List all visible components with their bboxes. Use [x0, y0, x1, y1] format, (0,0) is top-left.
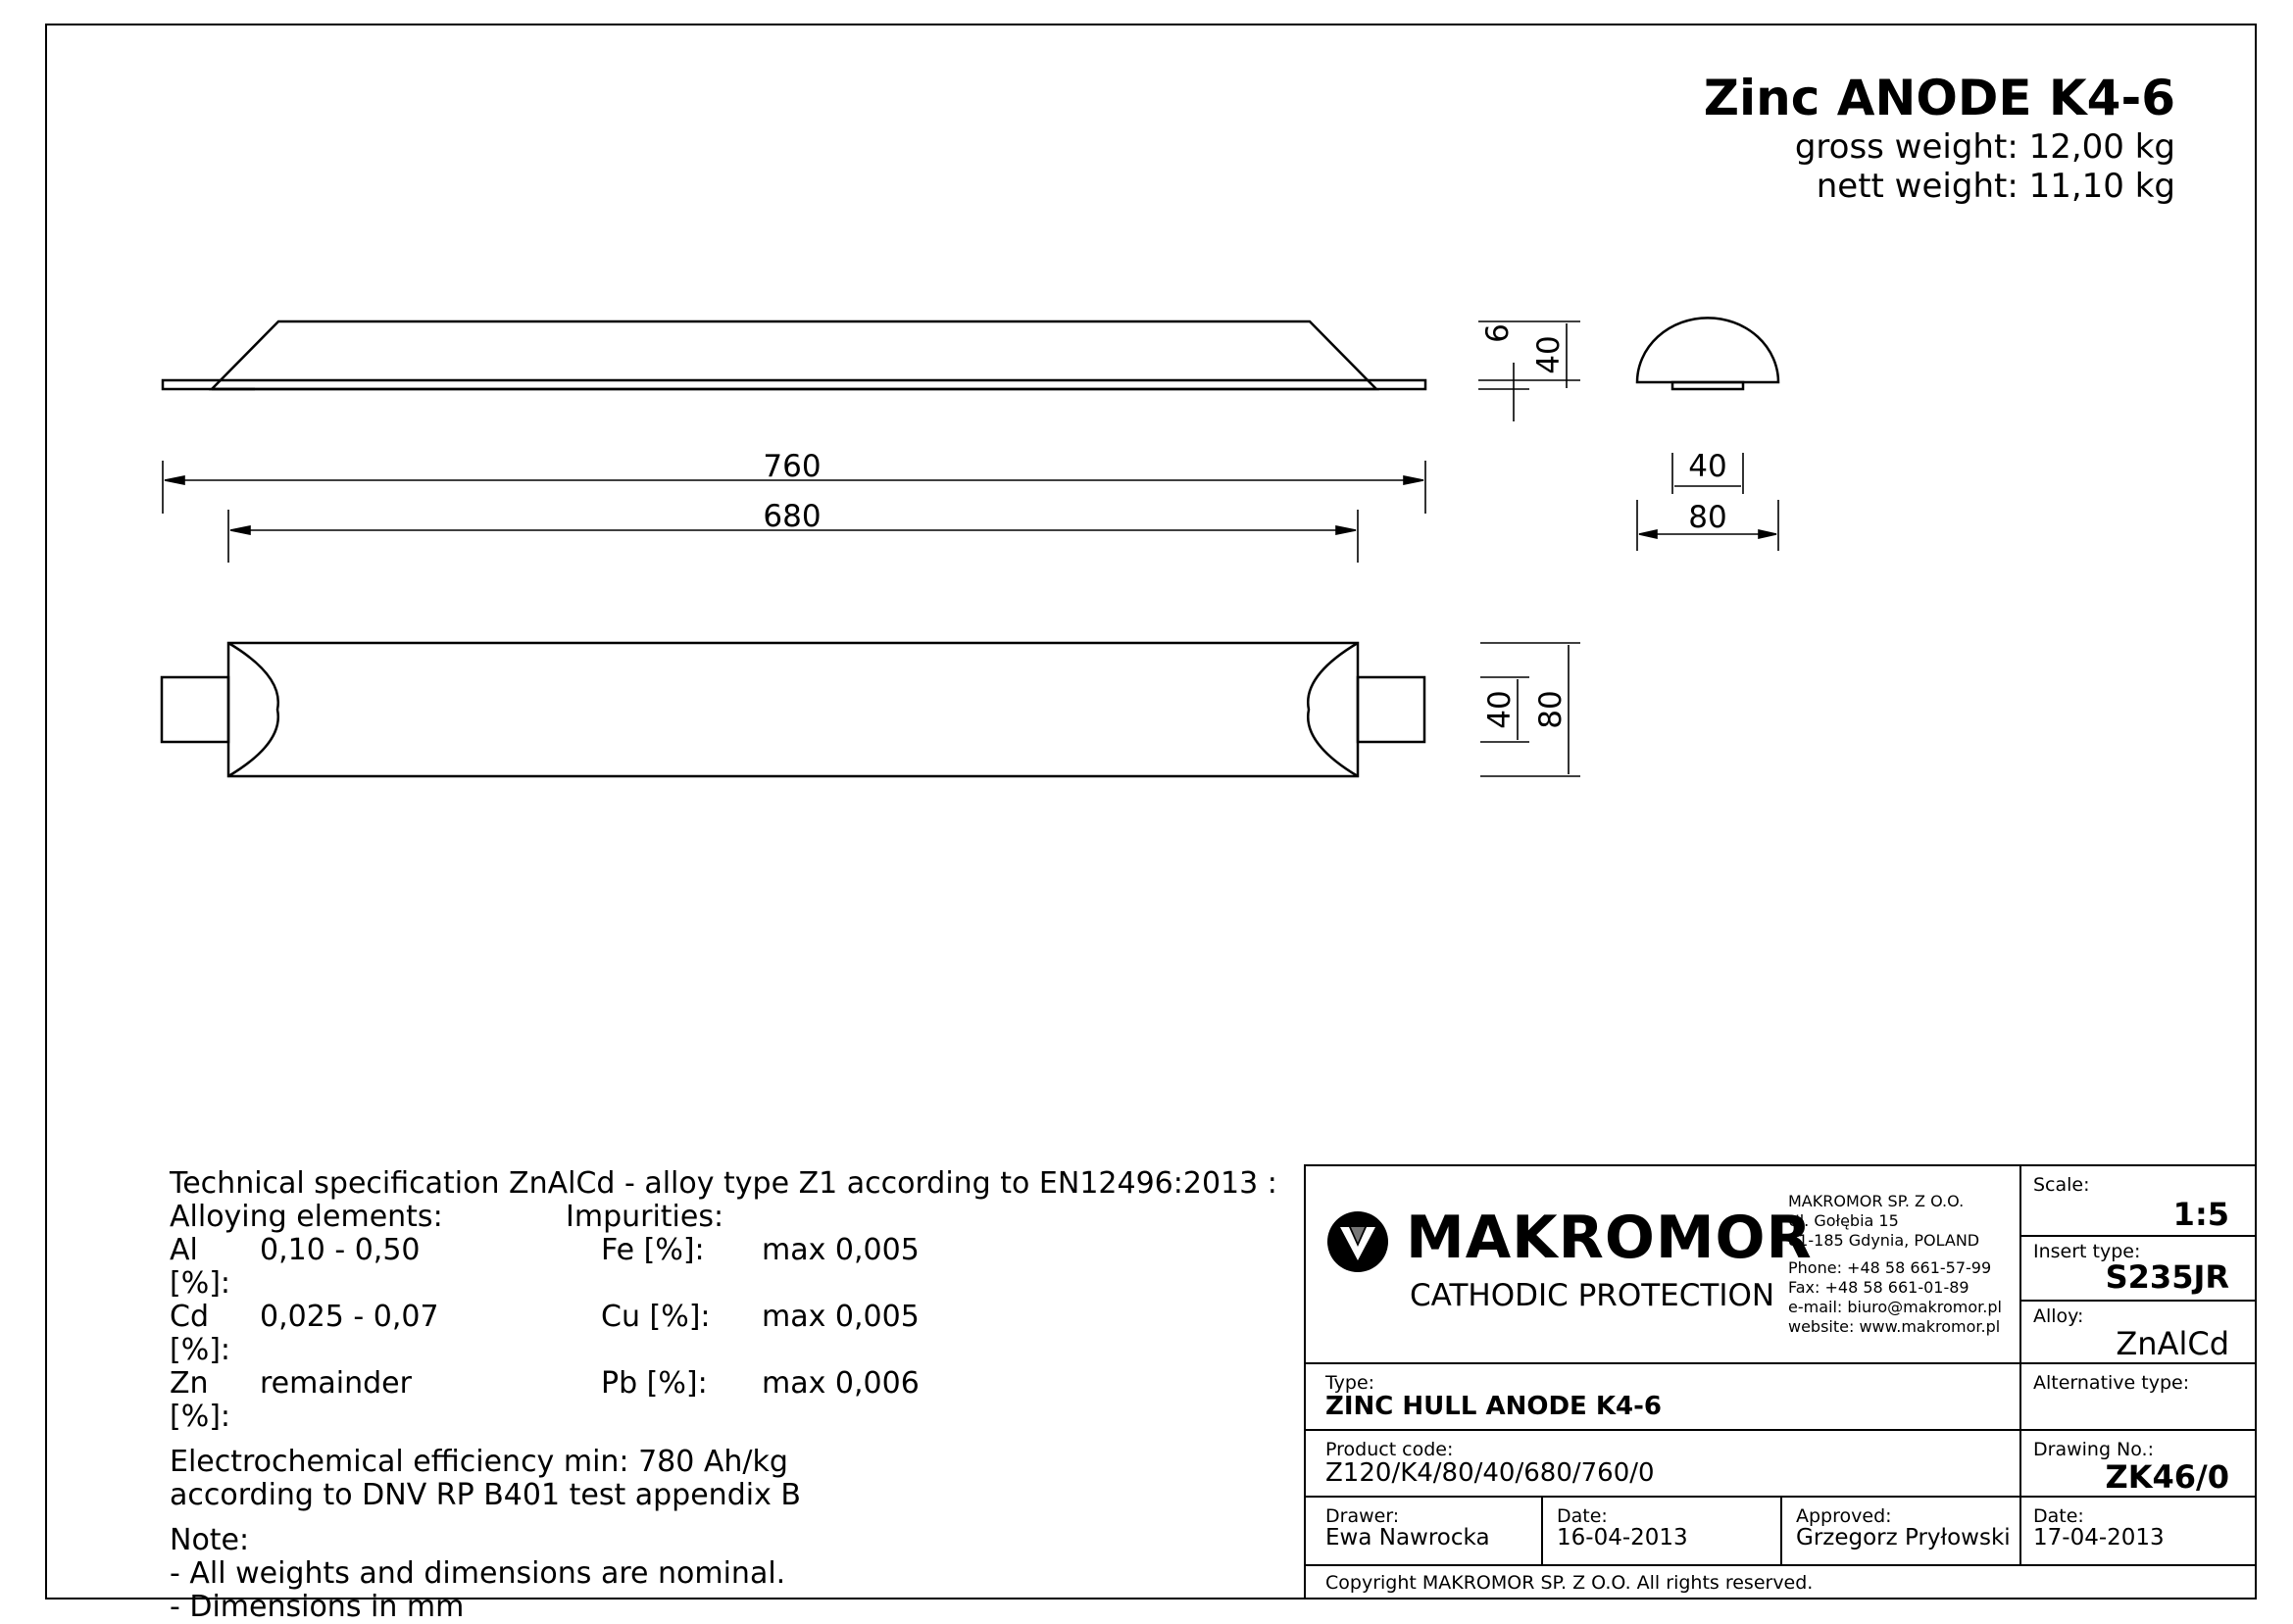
end-view-profile: [1637, 318, 1778, 382]
date-drawn-label: Date:: [1557, 1505, 1608, 1527]
spec-row: Cd [%]: 0,025 - 0,07 Cu [%]: max 0,005: [170, 1300, 920, 1367]
side-view-body: [212, 321, 1376, 389]
plan-view-body: [228, 643, 1358, 776]
alloy-value: ZnAlCd: [2116, 1325, 2229, 1362]
technical-specification: [170, 1167, 1277, 1624]
impurities-label: Impurities:: [566, 1200, 724, 1234]
product-code-label: Product code:: [1325, 1439, 1454, 1460]
company-address: MAKROMOR SP. Z O.O. Ul. Gołębia 15 81-185 Gdynia, POLAND Phone: +48 58 661-57-99 Fax: +48 58 661-01-89 e-mail: biuro@makromor.pl website: www.makromor.pl: [1788, 1192, 2002, 1336]
approved-value: Grzegorz Pryłowski: [1796, 1525, 2011, 1550]
end-view-tab: [1672, 382, 1743, 389]
dim-plan-tab-width: 40: [1482, 690, 1518, 729]
approved-label: Approved:: [1796, 1505, 1892, 1527]
alternative-type-label: Alternative type:: [2033, 1372, 2190, 1394]
plan-view-curve-right: [1308, 643, 1358, 776]
dim-side-height: 40: [1531, 335, 1567, 374]
plan-view: [162, 643, 1424, 776]
gross-weight: gross weight: 12,00 kg: [1794, 127, 2175, 167]
dim-plan-width: 80: [1533, 690, 1569, 729]
alloy-label: Alloy:: [2033, 1305, 2084, 1327]
drawer-value: Ewa Nawrocka: [1325, 1525, 1490, 1550]
plan-view-tab-left: [162, 677, 228, 742]
company-subtitle: CATHODIC PROTECTION: [1410, 1278, 1775, 1313]
drawing-title: Zinc ANODE K4-6: [1703, 70, 2175, 126]
note-label: Note:: [170, 1523, 250, 1557]
type-value: ZINC HULL ANODE K4-6: [1325, 1392, 1662, 1421]
date-approved-value: 17-04-2013: [2033, 1525, 2165, 1550]
spec-heading: Technical specification ZnAlCd - alloy type Z1 according to EN12496:2013 :: [170, 1166, 1277, 1201]
note-2: - Dimensions in mm: [170, 1590, 465, 1624]
drawer-label: Drawer:: [1325, 1505, 1400, 1527]
dim-overall-length: 760: [763, 449, 822, 484]
makromor-logo-icon: [1325, 1209, 1390, 1274]
efficiency-line-2: according to DNV RP B401 test appendix B: [170, 1478, 801, 1512]
insert-type-value: S235JR: [2105, 1258, 2229, 1296]
dim-end-tab-width: 40: [1688, 449, 1727, 484]
company-name: MAKROMOR: [1406, 1204, 1813, 1272]
side-view: [163, 321, 1425, 389]
scale-label: Scale:: [2033, 1174, 2090, 1196]
note-1: - All weights and dimensions are nominal.: [170, 1556, 786, 1591]
scale-value: 1:5: [2172, 1196, 2229, 1233]
end-view: [1637, 318, 1778, 389]
drawing-no-label: Drawing No.:: [2033, 1439, 2154, 1460]
nett-weight: nett weight: 11,10 kg: [1816, 167, 2175, 206]
efficiency-line-1: Electrochemical efficiency min: 780 Ah/kg: [170, 1445, 788, 1479]
date-approved-label: Date:: [2033, 1505, 2084, 1527]
alloying-label: Alloying elements:: [170, 1200, 443, 1234]
insert-type-label: Insert type:: [2033, 1241, 2141, 1262]
spec-row: Al [%]: 0,10 - 0,50 Fe [%]: max 0,005: [170, 1233, 920, 1301]
drawing-no-value: ZK46/0: [2105, 1458, 2229, 1496]
dim-side-tab-height: 6: [1480, 323, 1516, 343]
type-label: Type:: [1325, 1372, 1375, 1394]
spec-row: Zn [%]: remainder Pb [%]: max 0,006: [170, 1366, 920, 1434]
title-block: [1304, 1164, 2257, 1599]
product-code-value: Z120/K4/80/40/680/760/0: [1325, 1458, 1655, 1488]
plan-view-tab-right: [1358, 677, 1424, 742]
side-view-tab-strip: [163, 380, 1425, 389]
dim-body-length: 680: [763, 499, 822, 534]
copyright: Copyright MAKROMOR SP. Z O.O. All rights reserved.: [1325, 1572, 1814, 1594]
dim-end-width: 80: [1688, 500, 1727, 535]
plan-view-curve-left: [228, 643, 278, 776]
date-drawn-value: 16-04-2013: [1557, 1525, 1688, 1550]
